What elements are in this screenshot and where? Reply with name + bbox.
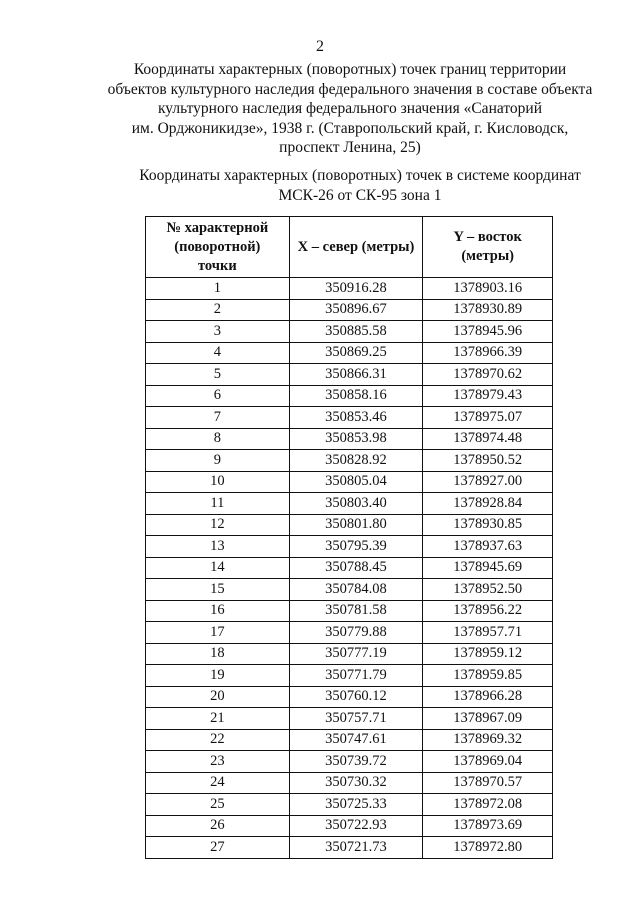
point-number-cell: 12 bbox=[146, 514, 290, 536]
caption-line: Координаты характерных (поворотных) точек в системе координат bbox=[139, 167, 581, 184]
point-number-cell: 14 bbox=[146, 557, 290, 579]
table-row bbox=[146, 815, 553, 837]
table-header-row bbox=[146, 217, 553, 278]
y-coordinate-cell: 1378979.43 bbox=[423, 385, 553, 407]
y-coordinate-cell: 1378952.50 bbox=[423, 579, 553, 601]
point-number-cell: 15 bbox=[146, 579, 290, 601]
x-coordinate-cell: 350760.12 bbox=[289, 686, 423, 708]
point-number-cell: 16 bbox=[146, 600, 290, 622]
y-coordinate-cell: 1378945.96 bbox=[423, 321, 553, 343]
y-coordinate-cell: 1378969.32 bbox=[423, 729, 553, 751]
y-coordinate-cell: 1378967.09 bbox=[423, 708, 553, 730]
header-point-number bbox=[146, 217, 290, 278]
y-coordinate-cell: 1378969.04 bbox=[423, 751, 553, 773]
x-coordinate-cell: 350795.39 bbox=[289, 536, 423, 558]
x-coordinate-cell: 350885.58 bbox=[289, 321, 423, 343]
point-number-cell: 17 bbox=[146, 622, 290, 644]
x-coordinate-cell: 350916.28 bbox=[289, 278, 423, 300]
point-number-cell: 20 bbox=[146, 686, 290, 708]
y-coordinate-cell: 1378966.28 bbox=[423, 686, 553, 708]
table-row bbox=[146, 772, 553, 794]
point-number-cell: 24 bbox=[146, 772, 290, 794]
x-coordinate-cell: 350853.46 bbox=[289, 407, 423, 429]
point-number-cell: 6 bbox=[146, 385, 290, 407]
table-row bbox=[146, 579, 553, 601]
page-number: 2 bbox=[316, 38, 324, 55]
point-number-cell: 23 bbox=[146, 751, 290, 773]
x-coordinate-cell: 350858.16 bbox=[289, 385, 423, 407]
x-coordinate-cell: 350853.98 bbox=[289, 428, 423, 450]
y-coordinate-cell: 1378927.00 bbox=[423, 471, 553, 493]
table-row bbox=[146, 493, 553, 515]
table-row bbox=[146, 665, 553, 687]
y-coordinate-cell: 1378903.16 bbox=[423, 278, 553, 300]
table-caption bbox=[120, 166, 600, 205]
header-line: (поворотной) bbox=[174, 238, 261, 255]
y-coordinate-cell: 1378970.57 bbox=[423, 772, 553, 794]
x-coordinate-cell: 350896.67 bbox=[289, 299, 423, 321]
point-number-cell: 8 bbox=[146, 428, 290, 450]
x-coordinate-cell: 350757.71 bbox=[289, 708, 423, 730]
header-line: Y – восток bbox=[453, 229, 522, 245]
document-title bbox=[100, 60, 600, 158]
table-row bbox=[146, 385, 553, 407]
table-row bbox=[146, 708, 553, 730]
title-line: Координаты характерных (поворотных) точек границ территории bbox=[133, 61, 567, 78]
y-coordinate-cell: 1378945.69 bbox=[423, 557, 553, 579]
table-row bbox=[146, 450, 553, 472]
table-row bbox=[146, 407, 553, 429]
y-coordinate-cell: 1378973.69 bbox=[423, 815, 553, 837]
y-coordinate-cell: 1378966.39 bbox=[423, 342, 553, 364]
x-coordinate-cell: 350779.88 bbox=[289, 622, 423, 644]
point-number-cell: 1 bbox=[146, 278, 290, 300]
x-coordinate-cell: 350801.80 bbox=[289, 514, 423, 536]
x-coordinate-cell: 350771.79 bbox=[289, 665, 423, 687]
point-number-cell: 9 bbox=[146, 450, 290, 472]
x-coordinate-cell: 350828.92 bbox=[289, 450, 423, 472]
table-row bbox=[146, 751, 553, 773]
table-row bbox=[146, 321, 553, 343]
point-number-cell: 21 bbox=[146, 708, 290, 730]
x-coordinate-cell: 350725.33 bbox=[289, 794, 423, 816]
point-number-cell: 25 bbox=[146, 794, 290, 816]
point-number-cell: 26 bbox=[146, 815, 290, 837]
table-body bbox=[146, 278, 553, 859]
y-coordinate-cell: 1378956.22 bbox=[423, 600, 553, 622]
caption-line: МСК-26 от СК-95 зона 1 bbox=[278, 186, 442, 204]
table-row bbox=[146, 729, 553, 751]
x-coordinate-cell: 350739.72 bbox=[289, 751, 423, 773]
table-row bbox=[146, 837, 553, 859]
table-row bbox=[146, 622, 553, 644]
point-number-cell: 5 bbox=[146, 364, 290, 386]
point-number-cell: 22 bbox=[146, 729, 290, 751]
table-row bbox=[146, 471, 553, 493]
y-coordinate-cell: 1378957.71 bbox=[423, 622, 553, 644]
point-number-cell: 4 bbox=[146, 342, 290, 364]
x-coordinate-cell: 350788.45 bbox=[289, 557, 423, 579]
table-row bbox=[146, 600, 553, 622]
point-number-cell: 3 bbox=[146, 321, 290, 343]
y-coordinate-cell: 1378975.07 bbox=[423, 407, 553, 429]
x-coordinate-cell: 350805.04 bbox=[289, 471, 423, 493]
y-coordinate-cell: 1378959.85 bbox=[423, 665, 553, 687]
table-row bbox=[146, 794, 553, 816]
table-row bbox=[146, 428, 553, 450]
table-row bbox=[146, 686, 553, 708]
y-coordinate-cell: 1378972.08 bbox=[423, 794, 553, 816]
table-row bbox=[146, 643, 553, 665]
table-row bbox=[146, 514, 553, 536]
title-line: культурного наследия федерального значения «Санаторий bbox=[158, 100, 542, 117]
x-coordinate-cell: 350777.19 bbox=[289, 643, 423, 665]
table-row bbox=[146, 342, 553, 364]
header-line: (метры) bbox=[461, 248, 514, 264]
x-coordinate-cell: 350730.32 bbox=[289, 772, 423, 794]
y-coordinate-cell: 1378928.84 bbox=[423, 493, 553, 515]
point-number-cell: 7 bbox=[146, 407, 290, 429]
x-coordinate-cell: 350866.31 bbox=[289, 364, 423, 386]
y-coordinate-cell: 1378959.12 bbox=[423, 643, 553, 665]
title-line: проспект Ленина, 25) bbox=[279, 139, 421, 156]
y-coordinate-cell: 1378950.52 bbox=[423, 450, 553, 472]
title-line: им. Орджоникидзе», 1938 г. (Ставропольский край, г. Кисловодск, bbox=[131, 119, 569, 137]
x-coordinate-cell: 350722.93 bbox=[289, 815, 423, 837]
y-coordinate-cell: 1378937.63 bbox=[423, 536, 553, 558]
point-number-cell: 2 bbox=[146, 299, 290, 321]
x-coordinate-cell: 350803.40 bbox=[289, 493, 423, 515]
y-coordinate-cell: 1378930.89 bbox=[423, 299, 553, 321]
header-x-north: X – север (метры) bbox=[289, 217, 423, 278]
x-coordinate-cell: 350747.61 bbox=[289, 729, 423, 751]
point-number-cell: 18 bbox=[146, 643, 290, 665]
table-row bbox=[146, 299, 553, 321]
header-y-east bbox=[423, 217, 553, 278]
x-coordinate-cell: 350869.25 bbox=[289, 342, 423, 364]
point-number-cell: 11 bbox=[146, 493, 290, 515]
table-row bbox=[146, 278, 553, 300]
point-number-cell: 10 bbox=[146, 471, 290, 493]
header-line: № характерной bbox=[166, 219, 269, 236]
table-row bbox=[146, 536, 553, 558]
point-number-cell: 27 bbox=[146, 837, 290, 859]
y-coordinate-cell: 1378972.80 bbox=[423, 837, 553, 859]
coordinates-table bbox=[145, 216, 553, 859]
x-coordinate-cell: 350784.08 bbox=[289, 579, 423, 601]
y-coordinate-cell: 1378970.62 bbox=[423, 364, 553, 386]
header-line: точки bbox=[197, 257, 237, 274]
y-coordinate-cell: 1378974.48 bbox=[423, 428, 553, 450]
x-coordinate-cell: 350781.58 bbox=[289, 600, 423, 622]
table-row bbox=[146, 557, 553, 579]
point-number-cell: 13 bbox=[146, 536, 290, 558]
x-coordinate-cell: 350721.73 bbox=[289, 837, 423, 859]
table-row bbox=[146, 364, 553, 386]
y-coordinate-cell: 1378930.85 bbox=[423, 514, 553, 536]
point-number-cell: 19 bbox=[146, 665, 290, 687]
title-line: объектов культурного наследия федерального значения в составе объекта bbox=[107, 80, 593, 98]
